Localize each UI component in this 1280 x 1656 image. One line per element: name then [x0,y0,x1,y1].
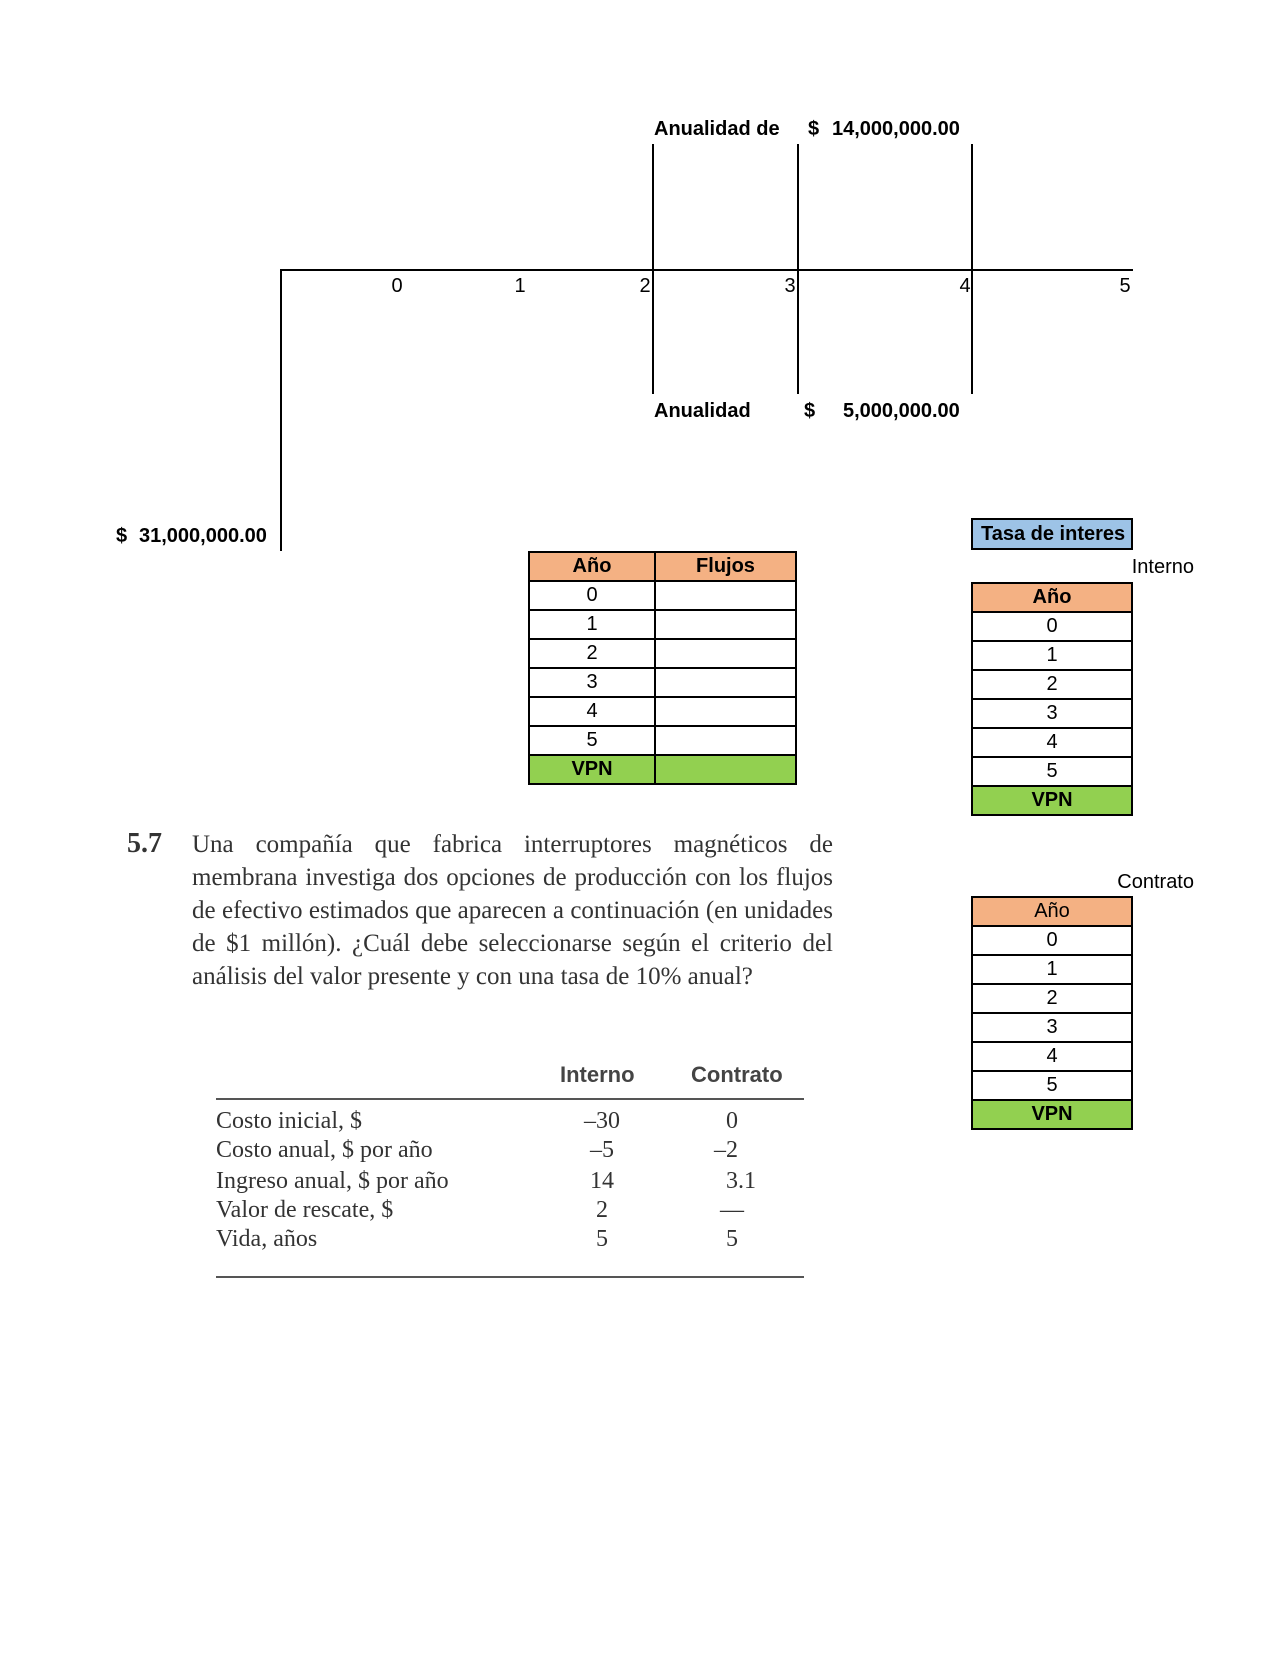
vpn-row: VPN [529,755,796,784]
flow-cell[interactable] [655,668,796,697]
contrato-value: 5 [726,1226,738,1252]
vpn-cell[interactable] [655,755,796,784]
header-flows: Flujos [655,552,796,581]
row-label: Costo inicial, $ [216,1108,362,1134]
table-row: 5 [529,726,796,755]
flow-cell[interactable] [655,639,796,668]
table-row: 3 [972,699,1132,728]
interno-value: –5 [590,1137,614,1163]
problem-number: 5.7 [127,828,162,859]
table-row: 0 [972,612,1132,641]
row-label: Valor de rescate, $ [216,1197,394,1223]
period-0: 0 [391,275,403,297]
initial-cost-amount: 31,000,000.00 [139,525,267,547]
flow-cell[interactable] [655,726,796,755]
initial-cost-arrow [280,269,282,551]
col-contrato: Contrato [691,1062,783,1087]
table-row: 5 [972,1071,1132,1100]
contrato-title: Contrato [1117,871,1194,893]
vpn-row: VPN [972,1100,1132,1129]
interno-table [971,582,1133,816]
table-bottom-rule [216,1276,804,1278]
top-annuity-label: Anualidad de [654,118,780,140]
col-interno: Interno [560,1062,635,1087]
contrato-value: — [720,1197,744,1223]
header-year: Año [972,583,1132,612]
problem-text: Una compañía que fabrica interruptores magnéticos de membrana investiga dos opciones de producción con los flujos de efectivo estimados que aparecen a continuación (en unidades de $1 millón). ¿Cuál debe seleccionarse según el criterio del análisis del valor presente y con una tasa de 10% anual? [192,831,833,990]
table-row: 2 [529,639,796,668]
flows-table [528,551,797,785]
row-label: Ingreso anual, $ por año [216,1168,449,1194]
table-row: 1 [972,955,1132,984]
vpn-row: VPN [972,786,1132,815]
interno-value: 5 [596,1226,608,1252]
table-row: 5 [972,757,1132,786]
interno-value: –30 [584,1108,620,1134]
bottom-annuity-currency: $ [804,400,816,422]
problem-image [120,822,840,1292]
bottom-annuity-label: Anualidad [654,400,751,422]
contrato-table [971,896,1133,1130]
period-3: 3 [784,275,796,297]
row-label: Costo anual, $ por año [216,1137,433,1163]
interno-value: 2 [596,1197,608,1223]
table-row: 2 [972,984,1132,1013]
initial-cost-currency: $ [116,525,128,547]
flow-cell[interactable] [655,581,796,610]
problem-table [216,1062,804,1292]
period-5: 5 [1119,275,1131,297]
flow-cell[interactable] [655,697,796,726]
table-row: 0 [529,581,796,610]
table-row: 2 [972,670,1132,699]
interno-title: Interno [1131,556,1194,578]
table-row: 3 [972,1013,1132,1042]
table-row: 3 [529,668,796,697]
bottom-annuity-amount: 5,000,000.00 [843,400,960,422]
table-top-rule [216,1098,804,1100]
contrato-value: –2 [714,1137,738,1163]
top-annuity-currency: $ [808,118,820,140]
contrato-value: 3.1 [726,1168,756,1194]
table-row: 1 [529,610,796,639]
period-2: 2 [639,275,651,297]
top-annuity-amount: 14,000,000.00 [832,118,960,140]
table-row: 4 [972,1042,1132,1071]
row-label: Vida, años [216,1226,318,1252]
table-row: 4 [972,728,1132,757]
table-row: 4 [529,697,796,726]
interno-value: 14 [590,1168,614,1194]
period-4: 4 [959,275,971,297]
period-1: 1 [514,275,526,297]
flow-cell[interactable] [655,610,796,639]
table-row: 0 [972,926,1132,955]
table-row: 1 [972,641,1132,670]
contrato-value: 0 [726,1108,738,1134]
header-year: Año [529,552,655,581]
header-year: Año [972,897,1132,926]
interest-rate-label: Tasa de interes [971,518,1133,550]
time-axis [280,269,1133,271]
